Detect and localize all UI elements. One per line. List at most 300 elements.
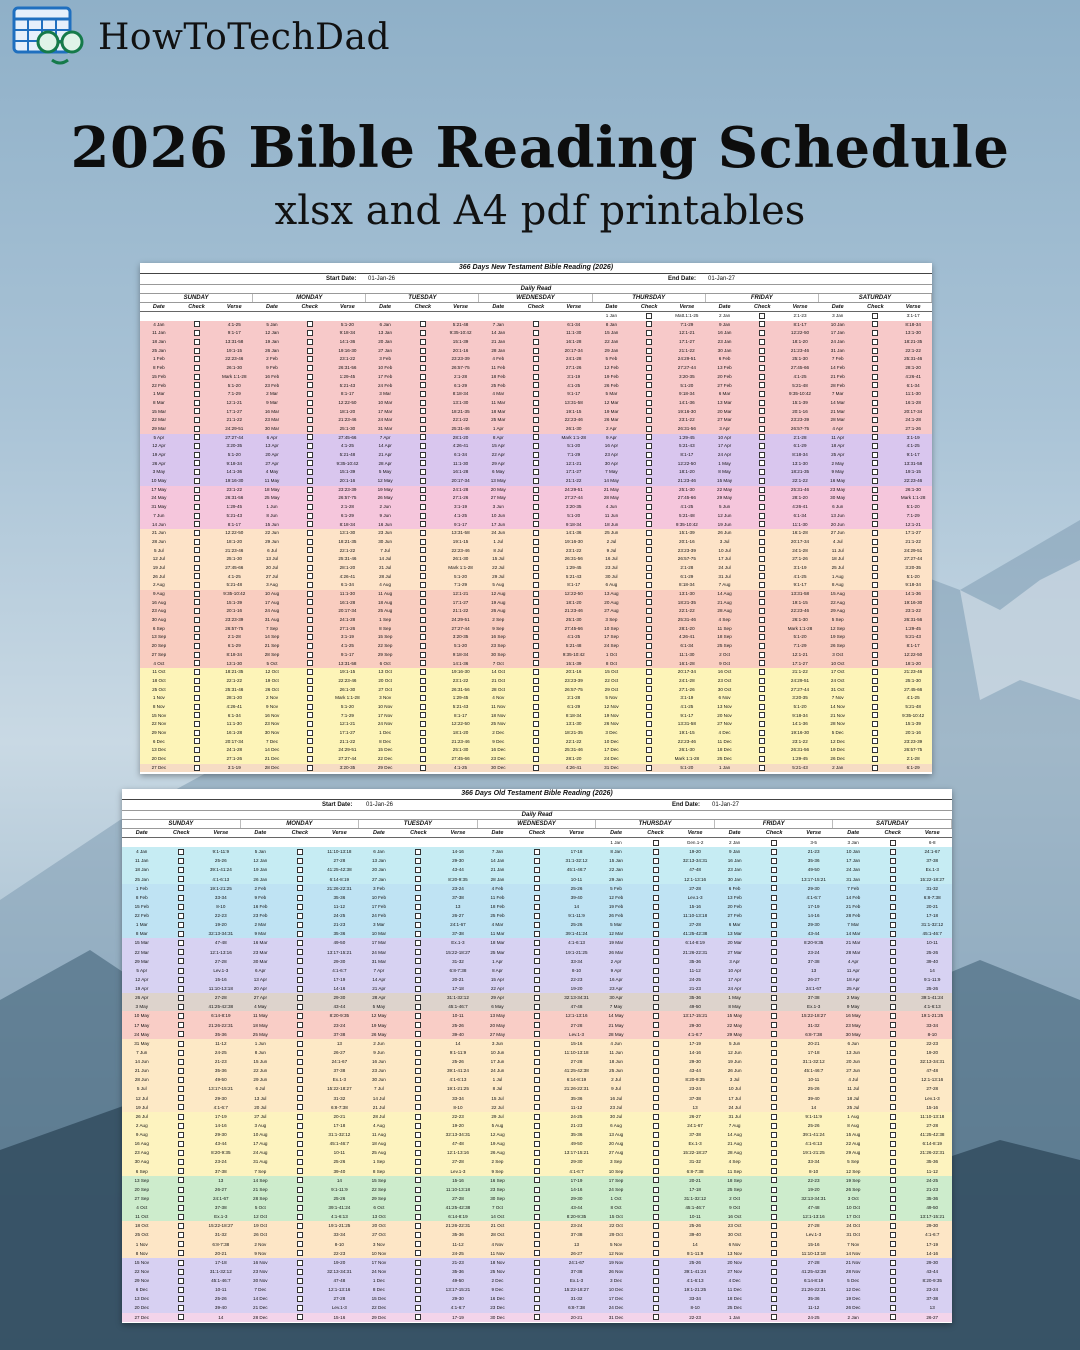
check-cell[interactable] [404,347,442,356]
check-cell[interactable] [399,1103,439,1112]
check-cell[interactable] [517,1276,557,1285]
check-cell[interactable] [754,1221,794,1230]
checkbox[interactable] [872,495,878,501]
checkbox[interactable] [415,1196,421,1202]
checkbox[interactable] [872,382,878,388]
check-cell[interactable] [178,477,216,486]
check-cell[interactable] [636,920,676,929]
checkbox[interactable] [890,1132,896,1138]
check-cell[interactable] [857,764,895,773]
checkbox[interactable] [890,1141,896,1147]
checkbox[interactable] [759,643,765,649]
check-cell[interactable] [857,364,895,373]
check-cell[interactable] [178,581,216,590]
check-cell[interactable] [399,1240,439,1249]
check-cell[interactable] [517,425,555,434]
check-cell[interactable] [636,1103,676,1112]
check-cell[interactable] [404,373,442,382]
checkbox[interactable] [297,1296,303,1302]
check-cell[interactable] [754,1249,794,1258]
check-cell[interactable] [178,399,216,408]
check-cell[interactable] [743,494,781,503]
checkbox[interactable] [194,756,200,762]
checkbox[interactable] [297,1095,303,1101]
check-cell[interactable] [517,521,555,530]
check-cell[interactable] [630,625,668,634]
checkbox[interactable] [872,582,878,588]
check-cell[interactable] [178,390,216,399]
check-cell[interactable] [517,720,555,729]
check-cell[interactable] [280,1075,320,1084]
check-cell[interactable] [399,1112,439,1121]
check-cell[interactable] [517,694,555,703]
check-cell[interactable] [280,1121,320,1130]
check-cell[interactable] [636,1303,676,1312]
check-cell[interactable] [857,651,895,660]
checkbox[interactable] [653,1314,659,1320]
checkbox[interactable] [759,382,765,388]
checkbox[interactable] [297,1114,303,1120]
checkbox[interactable] [420,747,426,753]
check-cell[interactable] [178,764,216,773]
checkbox[interactable] [178,1068,184,1074]
check-cell[interactable] [280,1194,320,1203]
check-cell[interactable] [178,686,216,695]
check-cell[interactable] [754,1203,794,1212]
checkbox[interactable] [533,487,539,493]
check-cell[interactable] [636,948,676,957]
check-cell[interactable] [404,442,442,451]
checkbox[interactable] [771,1196,777,1202]
checkbox[interactable] [297,885,303,891]
check-cell[interactable] [517,875,557,884]
check-cell[interactable] [636,1121,676,1130]
checkbox[interactable] [534,913,540,919]
check-cell[interactable] [857,573,895,582]
check-cell[interactable] [857,581,895,590]
check-cell[interactable] [404,521,442,530]
checkbox[interactable] [759,669,765,675]
checkbox[interactable] [178,1269,184,1275]
checkbox[interactable] [420,348,426,354]
checkbox[interactable] [420,382,426,388]
checkbox[interactable] [533,530,539,536]
check-cell[interactable] [630,607,668,616]
check-cell[interactable] [399,1084,439,1093]
checkbox[interactable] [307,704,313,710]
checkbox[interactable] [890,858,896,864]
checkbox[interactable] [420,652,426,658]
checkbox[interactable] [420,443,426,449]
check-cell[interactable] [630,347,668,356]
check-cell[interactable] [291,633,329,642]
checkbox[interactable] [194,678,200,684]
check-cell[interactable] [178,408,216,417]
check-cell[interactable] [636,1002,676,1011]
checkbox[interactable] [415,958,421,964]
checkbox[interactable] [653,1132,659,1138]
checkbox[interactable] [297,1223,303,1229]
check-cell[interactable] [517,347,555,356]
check-cell[interactable] [636,975,676,984]
checkbox[interactable] [872,617,878,623]
check-cell[interactable] [178,660,216,669]
check-cell[interactable] [517,494,555,503]
checkbox[interactable] [307,339,313,345]
check-cell[interactable] [399,1185,439,1194]
checkbox[interactable] [420,434,426,440]
checkbox[interactable] [872,356,878,362]
checkbox[interactable] [653,1086,659,1092]
checkbox[interactable] [533,539,539,545]
check-cell[interactable] [857,494,895,503]
checkbox[interactable] [890,1296,896,1302]
check-cell[interactable] [291,460,329,469]
checkbox[interactable] [297,1250,303,1256]
checkbox[interactable] [534,1095,540,1101]
check-cell[interactable] [636,1267,676,1276]
check-cell[interactable] [404,338,442,347]
check-cell[interactable] [517,1048,557,1057]
check-cell[interactable] [517,1030,557,1039]
checkbox[interactable] [534,1196,540,1202]
checkbox[interactable] [534,1104,540,1110]
check-cell[interactable] [630,538,668,547]
checkbox[interactable] [771,1287,777,1293]
checkbox[interactable] [872,730,878,736]
checkbox[interactable] [534,922,540,928]
check-cell[interactable] [404,477,442,486]
checkbox[interactable] [653,1150,659,1156]
checkbox[interactable] [420,426,426,432]
check-cell[interactable] [162,1276,202,1285]
check-cell[interactable] [743,364,781,373]
checkbox[interactable] [771,1059,777,1065]
check-cell[interactable] [517,599,555,608]
checkbox[interactable] [415,949,421,955]
check-cell[interactable] [399,847,439,856]
checkbox[interactable] [178,1314,184,1320]
checkbox[interactable] [307,756,313,762]
check-cell[interactable] [636,1039,676,1048]
checkbox[interactable] [307,452,313,458]
check-cell[interactable] [517,1021,557,1030]
checkbox[interactable] [415,1214,421,1220]
check-cell[interactable] [873,1021,913,1030]
checkbox[interactable] [307,591,313,597]
checkbox[interactable] [178,1187,184,1193]
check-cell[interactable] [399,865,439,874]
checkbox[interactable] [759,721,765,727]
checkbox[interactable] [194,408,200,414]
checkbox[interactable] [771,958,777,964]
checkbox[interactable] [646,348,652,354]
check-cell[interactable] [857,729,895,738]
checkbox[interactable] [646,426,652,432]
check-cell[interactable] [517,1121,557,1130]
check-cell[interactable] [517,929,557,938]
checkbox[interactable] [653,940,659,946]
checkbox[interactable] [178,977,184,983]
checkbox[interactable] [759,495,765,501]
checkbox[interactable] [533,321,539,327]
checkbox[interactable] [646,712,652,718]
check-cell[interactable] [636,902,676,911]
checkbox[interactable] [533,626,539,632]
check-cell[interactable] [178,564,216,573]
check-cell[interactable] [517,911,557,920]
checkbox[interactable] [307,765,313,771]
check-cell[interactable] [630,564,668,573]
checkbox[interactable] [759,330,765,336]
check-cell[interactable] [630,755,668,764]
checkbox[interactable] [415,1095,421,1101]
checkbox[interactable] [646,573,652,579]
check-cell[interactable] [630,712,668,721]
check-cell[interactable] [162,1121,202,1130]
checkbox[interactable] [890,1314,896,1320]
checkbox[interactable] [872,339,878,345]
checkbox[interactable] [534,904,540,910]
check-cell[interactable] [754,856,794,865]
check-cell[interactable] [754,884,794,893]
checkbox[interactable] [872,721,878,727]
checkbox[interactable] [759,434,765,440]
check-cell[interactable] [517,764,555,773]
check-cell[interactable] [630,460,668,469]
check-cell[interactable] [280,975,320,984]
check-cell[interactable] [517,434,555,443]
check-cell[interactable] [517,884,557,893]
checkbox[interactable] [872,426,878,432]
check-cell[interactable] [404,486,442,495]
checkbox[interactable] [178,858,184,864]
checkbox[interactable] [653,1077,659,1083]
check-cell[interactable] [857,460,895,469]
check-cell[interactable] [404,555,442,564]
check-cell[interactable] [178,442,216,451]
check-cell[interactable] [404,694,442,703]
check-cell[interactable] [857,477,895,486]
checkbox[interactable] [307,695,313,701]
checkbox[interactable] [646,374,652,380]
checkbox[interactable] [653,986,659,992]
check-cell[interactable] [162,920,202,929]
check-cell[interactable] [404,355,442,364]
check-cell[interactable] [873,929,913,938]
checkbox[interactable] [178,1214,184,1220]
checkbox[interactable] [771,1132,777,1138]
checkbox[interactable] [646,400,652,406]
checkbox[interactable] [297,1187,303,1193]
checkbox[interactable] [771,1041,777,1047]
check-cell[interactable] [857,468,895,477]
check-cell[interactable] [162,966,202,975]
checkbox[interactable] [646,460,652,466]
check-cell[interactable] [280,966,320,975]
check-cell[interactable] [630,668,668,677]
check-cell[interactable] [162,1212,202,1221]
check-cell[interactable] [517,1011,557,1020]
checkbox[interactable] [178,949,184,955]
check-cell[interactable] [399,1285,439,1294]
check-cell[interactable] [754,1294,794,1303]
check-cell[interactable] [857,755,895,764]
check-cell[interactable] [873,1185,913,1194]
checkbox[interactable] [759,530,765,536]
check-cell[interactable] [399,957,439,966]
check-cell[interactable] [291,738,329,747]
check-cell[interactable] [399,929,439,938]
checkbox[interactable] [307,478,313,484]
checkbox[interactable] [178,1013,184,1019]
check-cell[interactable] [873,1121,913,1130]
checkbox[interactable] [194,321,200,327]
check-cell[interactable] [873,1157,913,1166]
check-cell[interactable] [178,607,216,616]
check-cell[interactable] [280,1249,320,1258]
check-cell[interactable] [517,738,555,747]
checkbox[interactable] [771,986,777,992]
check-cell[interactable] [291,373,329,382]
checkbox[interactable] [653,867,659,873]
check-cell[interactable] [517,660,555,669]
check-cell[interactable] [162,1148,202,1157]
checkbox[interactable] [307,408,313,414]
checkbox[interactable] [759,408,765,414]
checkbox[interactable] [420,330,426,336]
check-cell[interactable] [404,590,442,599]
checkbox[interactable] [415,867,421,873]
check-cell[interactable] [404,416,442,425]
checkbox[interactable] [653,895,659,901]
check-cell[interactable] [404,399,442,408]
check-cell[interactable] [404,564,442,573]
check-cell[interactable] [630,694,668,703]
checkbox[interactable] [307,365,313,371]
check-cell[interactable] [291,468,329,477]
check-cell[interactable] [754,1130,794,1139]
checkbox[interactable] [420,712,426,718]
check-cell[interactable] [517,838,557,847]
check-cell[interactable] [178,729,216,738]
check-cell[interactable] [630,312,668,321]
check-cell[interactable] [857,720,895,729]
checkbox[interactable] [653,1013,659,1019]
check-cell[interactable] [754,1121,794,1130]
check-cell[interactable] [280,984,320,993]
check-cell[interactable] [517,1258,557,1267]
checkbox[interactable] [415,849,421,855]
checkbox[interactable] [533,730,539,736]
checkbox[interactable] [653,913,659,919]
check-cell[interactable] [517,1094,557,1103]
checkbox[interactable] [420,643,426,649]
checkbox[interactable] [890,1223,896,1229]
checkbox[interactable] [653,885,659,891]
checkbox[interactable] [771,1031,777,1037]
checkbox[interactable] [653,1031,659,1037]
checkbox[interactable] [890,1077,896,1083]
checkbox[interactable] [872,539,878,545]
checkbox[interactable] [759,521,765,527]
check-cell[interactable] [162,893,202,902]
checkbox[interactable] [653,1168,659,1174]
checkbox[interactable] [533,469,539,475]
check-cell[interactable] [291,399,329,408]
checkbox[interactable] [297,1214,303,1220]
check-cell[interactable] [280,920,320,929]
checkbox[interactable] [534,1214,540,1220]
checkbox[interactable] [534,1059,540,1065]
check-cell[interactable] [873,1030,913,1039]
check-cell[interactable] [857,625,895,634]
check-cell[interactable] [857,607,895,616]
checkbox[interactable] [872,573,878,579]
check-cell[interactable] [630,416,668,425]
check-cell[interactable] [517,355,555,364]
checkbox[interactable] [307,617,313,623]
checkbox[interactable] [872,565,878,571]
check-cell[interactable] [743,460,781,469]
check-cell[interactable] [873,1221,913,1230]
checkbox[interactable] [533,608,539,614]
checkbox[interactable] [646,408,652,414]
checkbox[interactable] [872,478,878,484]
check-cell[interactable] [754,1212,794,1221]
checkbox[interactable] [420,634,426,640]
checkbox[interactable] [533,513,539,519]
checkbox[interactable] [420,565,426,571]
check-cell[interactable] [517,312,555,321]
check-cell[interactable] [280,1221,320,1230]
checkbox[interactable] [872,712,878,718]
check-cell[interactable] [162,1066,202,1075]
checkbox[interactable] [415,1232,421,1238]
checkbox[interactable] [534,986,540,992]
checkbox[interactable] [872,348,878,354]
checkbox[interactable] [771,1305,777,1311]
checkbox[interactable] [194,599,200,605]
check-cell[interactable] [517,993,557,1002]
check-cell[interactable] [291,712,329,721]
checkbox[interactable] [415,1050,421,1056]
checkbox[interactable] [653,1196,659,1202]
check-cell[interactable] [517,633,555,642]
check-cell[interactable] [404,529,442,538]
check-cell[interactable] [291,425,329,434]
checkbox[interactable] [420,356,426,362]
check-cell[interactable] [399,1267,439,1276]
checkbox[interactable] [420,756,426,762]
check-cell[interactable] [743,373,781,382]
checkbox[interactable] [646,556,652,562]
checkbox[interactable] [533,669,539,675]
check-cell[interactable] [280,929,320,938]
check-cell[interactable] [743,746,781,755]
check-cell[interactable] [404,312,442,321]
check-cell[interactable] [857,329,895,338]
check-cell[interactable] [636,1258,676,1267]
checkbox[interactable] [297,1260,303,1266]
checkbox[interactable] [759,591,765,597]
check-cell[interactable] [857,677,895,686]
check-cell[interactable] [754,1167,794,1176]
check-cell[interactable] [291,660,329,669]
check-cell[interactable] [857,694,895,703]
check-cell[interactable] [630,720,668,729]
check-cell[interactable] [743,512,781,521]
